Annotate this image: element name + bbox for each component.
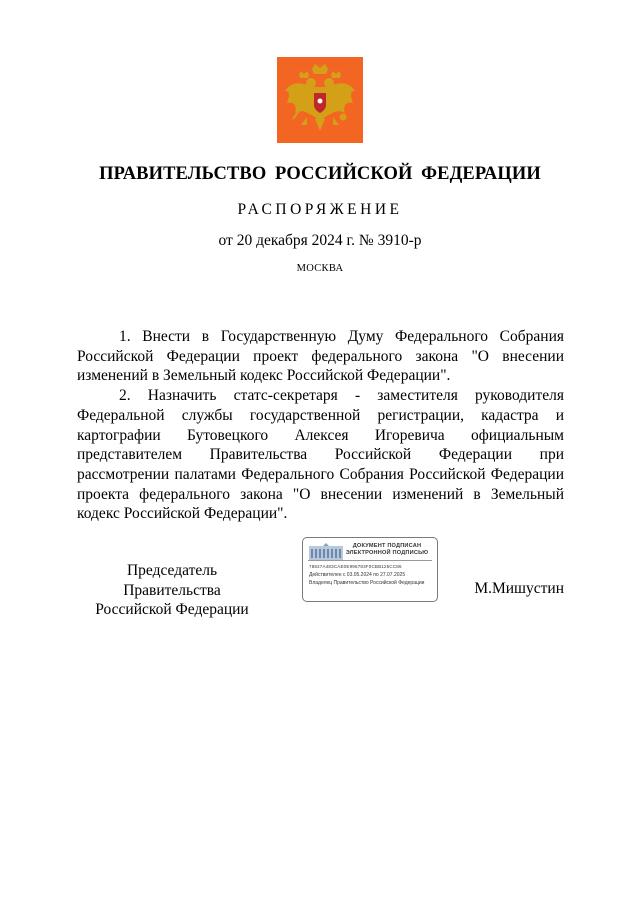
government-title: ПРАВИТЕЛЬСТВО РОССИЙСКОЙ ФЕДЕРАЦИИ	[99, 164, 541, 184]
stamp-certificate: 78827A483CAE0E996783F0CBB125CC86	[309, 564, 402, 569]
stamp-owner: Владелец Правительство Российской Федерации	[309, 580, 425, 586]
signer-name: М.Мишустин	[474, 580, 564, 597]
city: МОСКВА	[296, 263, 344, 274]
government-building-icon	[309, 543, 343, 560]
paragraph-2: 2. Назначить статс-секретаря - заместителя руководителя Федеральной службы государственной регистрации, кадастра и картографии Бутовецкого Алексея Игоревича официальным представителем Правительства Российской Федерации при рассмотрении палатами Федерального Собрания Российской Федерации проекта федерального закона "О внесении изменений в Земельный кодекс Российской Федерации".	[77, 387, 564, 523]
document-body	[77, 327, 564, 524]
signer-title-line-1: Председатель Правительства	[123, 562, 221, 599]
signer-title-line-2: Российской Федерации	[95, 601, 249, 618]
signer-title	[77, 561, 267, 620]
document-type: РАСПОРЯЖЕНИЕ	[237, 201, 403, 218]
russian-coat-of-arms-icon	[277, 57, 363, 143]
stamp-heading-line-2: ЭЛЕКТРОННОЙ ПОДПИСЬЮ	[345, 550, 429, 556]
stamp-divider	[308, 560, 432, 561]
stamp-heading	[339, 543, 435, 557]
electronic-signature-stamp	[302, 537, 438, 602]
stamp-validity: Действителен с 03.05.2024 по 27.07.2025	[309, 572, 406, 578]
stamp-heading-line-1: ДОКУМЕНТ ПОДПИСАН	[352, 543, 422, 549]
document-date-number: от 20 декабря 2024 г. № 3910-р	[218, 232, 422, 249]
paragraph-1: 1. Внести в Государственную Думу Федерального Собрания Российской Федерации проект федерального закона "О внесении изменений в Земельный кодекс Российской Федерации".	[77, 328, 564, 385]
